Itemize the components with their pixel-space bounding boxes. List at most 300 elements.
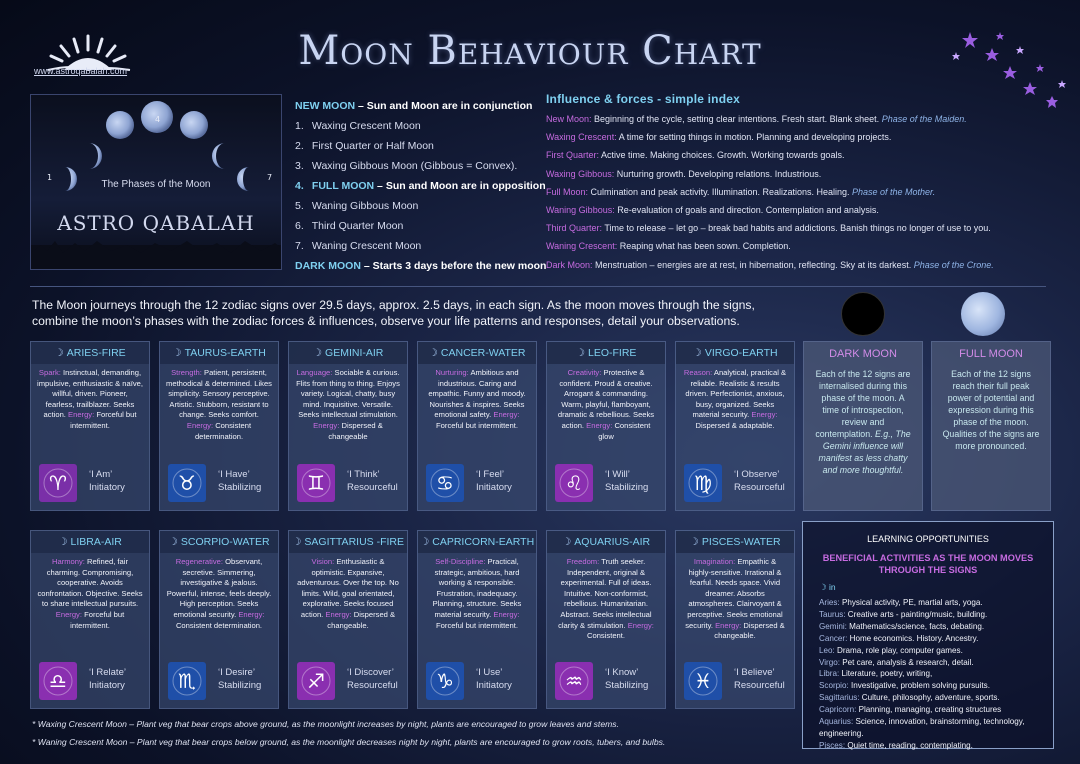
sign-motto-phrase: ‘I Am’ [89, 469, 113, 480]
sign-desc-text: Sociable & curious. Flits from thing to thing. Enjoys variety. Logical, chatty, busy mind. Inquisitive. Versatile. Seeks intellectual stimulation. [296, 368, 400, 420]
learning-activity: Creative arts - painting/music, building. [845, 609, 988, 619]
sign-name: CAPRICORN-EARTH [432, 536, 535, 548]
zodiac-symbol-icon [426, 662, 464, 700]
page-title: Moon Behaviour Chart [298, 28, 762, 74]
sign-desc-text: Patient, persistent, methodical & determined. Likes simplicity. Sensory perceptive. Artistic. Stubborn, resistant to change. Seeks comfort. [166, 368, 272, 420]
sign-energy-label: Energy: [313, 420, 340, 430]
influence-row [546, 165, 1046, 183]
sign-description [31, 553, 149, 631]
sign-footer [39, 464, 145, 502]
sign-description [676, 364, 794, 432]
sign-trait: Reason: [683, 368, 713, 377]
sign-energy-label: Energy: [238, 609, 265, 619]
learning-row [803, 716, 1053, 740]
sign-heading [31, 531, 149, 553]
sign-trait: Freedom: [566, 557, 600, 566]
new-moon-text: – Sun and Moon are in conjunction [355, 100, 533, 112]
sign-energy-label: Energy: [55, 609, 82, 619]
sign-name: CANCER-WATER [440, 347, 526, 359]
influence-row [546, 128, 1046, 146]
zodiac-symbol-icon [426, 464, 464, 502]
learning-sign: Libra: [819, 669, 840, 679]
phase-item [295, 236, 535, 256]
influence-phase-name: New Moon: [546, 114, 592, 124]
new-moon-row [295, 96, 535, 116]
moon-in-label: ☽ in [819, 582, 836, 592]
sign-card [546, 341, 666, 511]
sign-motto [734, 468, 785, 494]
sign-footer [426, 662, 532, 700]
sign-energy-text: Consistent determination. [175, 620, 263, 630]
phase-text: Waxing Gibbous Moon (Gibbous = Convex). [311, 160, 518, 172]
learning-activity: Mathematics/science, facts, debating. [846, 621, 985, 631]
phase-number-4: 4 [155, 115, 161, 124]
full-moon-icon [961, 292, 1005, 336]
phase-text: Third Quarter Moon [311, 220, 404, 232]
website-link[interactable]: www.astroqabalah.com [34, 66, 128, 76]
sign-modality: Initiatory [476, 680, 512, 691]
learning-sign: Capricorn: [819, 705, 857, 715]
svg-text:♌: ♌ [565, 471, 583, 495]
svg-text:♒: ♒ [565, 669, 583, 693]
sign-energy-text: Dispersed & adaptable. [695, 420, 775, 430]
phase-text: Waxing Crescent Moon [311, 120, 421, 132]
learning-activity: Drama, role play, computer games. [834, 645, 963, 655]
svg-text:♏: ♏ [178, 669, 196, 693]
sign-heading [160, 531, 278, 553]
sign-motto [734, 666, 785, 692]
dark-moon-panel [803, 341, 923, 511]
zodiac-symbol-icon [684, 464, 722, 502]
sign-trait: Harmony: [52, 557, 85, 566]
influence-phase-name: Waning Gibbous: [546, 204, 615, 215]
svg-text:♓: ♓ [694, 669, 712, 693]
influence-text: Re-evaluation of goals and direction. Contemplation and analysis. [614, 204, 879, 215]
svg-text:♈: ♈ [49, 471, 67, 495]
sign-footer [168, 662, 274, 700]
sign-description [418, 364, 536, 432]
phase-item [295, 216, 535, 236]
sign-heading [289, 531, 407, 553]
sign-motto [476, 468, 512, 494]
influence-phase-archetype: Phase of the Crone. [913, 259, 994, 270]
crescent-moon-icon: ☽ [54, 347, 64, 359]
sign-description [160, 364, 278, 442]
sign-trait: Nurturing: [435, 368, 469, 377]
phase-number-1: 1 [47, 173, 53, 182]
zodiac-glyph-icon [39, 662, 77, 700]
crescent-moon-icon: ☽ [692, 347, 702, 359]
sign-motto [605, 468, 648, 494]
learning-activity: Literature, poetry, writing, [839, 669, 933, 679]
full-moon-title: FULL MOON [959, 348, 1023, 360]
sign-modality: Stabilizing [218, 680, 262, 691]
zodiac-symbol-icon [168, 662, 206, 700]
zodiac-symbol-icon [555, 464, 593, 502]
zodiac-glyph-icon [297, 464, 335, 502]
influence-row [546, 146, 1046, 164]
influence-text: Culmination and peak activity. Illumination. Realizations. Healing. [588, 186, 852, 197]
sign-energy-text: Forceful but intermittent. [436, 620, 518, 630]
full-moon-panel [931, 341, 1051, 511]
sign-name: GEMINI-AIR [325, 347, 384, 359]
crescent-moon-icon: ☽ [419, 536, 430, 548]
sign-desc-text: Instinctual, demanding, impulsive, enthusiastic & naïve, willful, driven. Pioneer, fearless, trailblazer. Seeks action. [37, 368, 143, 420]
sign-desc-text: Practical, strategic, ambitious, hard working & responsible. Frustration, inadequacy. Planning, structure. Seeks material security. [432, 557, 522, 619]
sign-energy-label: Energy: [186, 420, 214, 430]
sign-heading [418, 531, 536, 553]
sign-description [418, 553, 536, 631]
sign-name: AQUARIUS-AIR [574, 536, 651, 548]
sign-energy-text: Consistent. [587, 631, 625, 641]
zodiac-glyph-icon [168, 464, 206, 502]
sign-desc-text: Analytical, practical & reliable. Realistic & results driven. Perfectionist, anxious, busy, organized. Seeks material security. [685, 368, 787, 420]
sign-modality: Stabilizing [605, 680, 649, 691]
crescent-moon-icon: ☽ [428, 347, 438, 359]
sign-heading [547, 531, 665, 553]
crescent-moon-icon: ☽ [312, 347, 323, 359]
sign-energy-text: Forceful but intermittent. [70, 410, 137, 430]
footnote-waning: * Waning Crescent Moon – Plant veg that bear crops below ground, as the moonlight decreases night by night, plants are encouraged to grow roots, tubers, and bulbs. [32, 737, 666, 747]
sign-motto [605, 666, 648, 692]
learning-row [803, 692, 1053, 704]
zodiac-glyph-icon [297, 662, 335, 700]
sign-energy-label: Energy: [715, 620, 742, 630]
svg-text:♉: ♉ [178, 471, 196, 495]
phase-item [295, 136, 535, 156]
influence-phase-name: Waxing Crescent: [546, 132, 617, 143]
sign-energy-label: Energy: [325, 609, 352, 619]
sign-energy-label: Energy: [68, 410, 95, 420]
zodiac-glyph-icon [684, 662, 722, 700]
influence-phase-name: Dark Moon: [546, 259, 593, 270]
learning-activity: Quiet time, reading, contemplating. [845, 740, 973, 750]
learning-row [803, 609, 1053, 621]
sign-footer [684, 662, 790, 700]
phase-number: 3. [295, 160, 304, 172]
sign-card [417, 530, 537, 709]
learning-row [803, 633, 1053, 645]
zodiac-glyph-icon [39, 464, 77, 502]
sign-heading [676, 342, 794, 364]
influence-phase-archetype: Phase of the Mother. [852, 186, 936, 197]
dark-moon-body-text: Each of the 12 signs are internalised during this phase of the moon. A time of introspection, review and contemplation. [815, 369, 911, 439]
sign-motto [218, 468, 261, 494]
zodiac-symbol-icon [684, 662, 722, 700]
zodiac-symbol-icon [555, 662, 593, 700]
phase-number: 5. [295, 200, 304, 212]
influence-title: Influence & forces - simple index [546, 92, 740, 106]
sign-motto [347, 468, 398, 494]
sign-motto-phrase: ‘I Discover’ [347, 667, 394, 678]
zodiac-glyph-icon [684, 464, 722, 502]
crescent-moon-icon: ☽ [172, 347, 182, 359]
dark-moon-row [295, 256, 547, 276]
moon-phases-image [30, 94, 282, 270]
influence-phase-name: Third Quarter: [546, 223, 603, 234]
sign-footer [297, 464, 403, 502]
influence-phase-name: Waxing Gibbous: [546, 168, 615, 179]
sign-modality: Resourceful [347, 482, 398, 493]
sign-modality: Initiatory [89, 482, 125, 493]
learning-sign: Cancer: [819, 633, 848, 643]
sign-motto-phrase: ‘I Feel’ [476, 469, 504, 480]
sign-motto [89, 468, 125, 494]
dark-moon-text: – Starts 3 days before the new moon [360, 260, 547, 272]
influence-row [546, 201, 1046, 219]
phase-text: Waning Crescent Moon [311, 240, 422, 252]
sign-name: SCORPIO-WATER [180, 536, 270, 548]
phase-text: Waning Gibbous Moon [311, 200, 419, 212]
sign-motto [89, 666, 126, 692]
learning-row [803, 668, 1053, 680]
learning-activity: Home economics. History. Ancestry. [847, 633, 979, 643]
sign-modality: Stabilizing [218, 482, 262, 493]
sign-card [417, 341, 537, 511]
sign-energy-label: Energy: [751, 410, 778, 420]
sign-footer [555, 662, 661, 700]
crescent-moon-icon: ☽ [689, 536, 699, 548]
sign-desc-text: Truth seeker. Independent, original & experimental. Full of ideas. Intuitive. Non-conformist, rebellious. Humanitarian. Abstract. Seeks intellectual clarity & stimulation. [558, 557, 652, 630]
sign-modality: Initiatory [89, 680, 125, 691]
zodiac-symbol-icon [297, 464, 335, 502]
sign-trait: Strength: [171, 368, 202, 377]
learning-row [803, 657, 1053, 669]
sign-modality: Initiatory [476, 482, 512, 493]
learning-subtitle: BENEFICIAL ACTIVITIES AS THE MOON MOVES THROUGH THE SIGNS [822, 553, 1034, 575]
sign-trait: Regenerative: [175, 557, 223, 566]
learning-sign: Aries: [819, 598, 840, 607]
sign-motto [218, 666, 261, 692]
influence-row [546, 110, 1046, 128]
sign-motto-phrase: ‘I Desire’ [218, 667, 255, 678]
sign-name: LEO-FIRE [587, 347, 637, 359]
sign-card [675, 341, 795, 511]
sign-description [289, 553, 407, 631]
learning-activity: Pet care, analysis & research, detail. [840, 657, 974, 667]
phase-item [295, 176, 546, 196]
phase-list [295, 96, 547, 276]
learning-sign: Gemini: [819, 621, 847, 631]
phase-item [295, 196, 535, 216]
dark-moon-label: DARK MOON [295, 260, 361, 272]
full-moon-text: – Sun and Moon are in opposition [374, 180, 546, 192]
influence-text: Time to release – let go – break bad habits and addictions. Banish things no longer of use to you. [602, 223, 991, 234]
sign-name: LIBRA-AIR [70, 536, 122, 548]
footnote-waxing: * Waxing Crescent Moon – Plant veg that bear crops above ground, as the moonlight increases by night, plants are encouraged to grow leaves and stems. [32, 719, 619, 729]
sign-motto [347, 666, 398, 692]
learning-activity: Planning, managing, creating structures [856, 705, 1002, 715]
learning-row [803, 680, 1053, 692]
learning-row [803, 704, 1053, 716]
zodiac-glyph-icon [555, 662, 593, 700]
sign-motto-phrase: ‘I Will’ [605, 469, 630, 480]
sign-energy-text: Dispersed & changeable [328, 420, 383, 441]
dark-moon-example: E.g., The Gemini influence will manifest as less chatty and more thoughtful. [818, 429, 911, 475]
zodiac-glyph-icon [168, 662, 206, 700]
svg-text:♋: ♋ [436, 471, 454, 495]
influence-text: Nurturing growth. Developing relations. Industrious. [614, 168, 822, 179]
zodiac-symbol-icon [39, 464, 77, 502]
phase-item [295, 116, 535, 136]
sign-card [546, 530, 666, 709]
brand-name: ASTRO QABALAH [57, 211, 255, 235]
sign-description [547, 364, 665, 442]
sign-heading [160, 342, 278, 364]
dark-moon-title: DARK MOON [829, 348, 897, 360]
sign-name: SAGITTARIUS -FIRE [304, 536, 404, 548]
learning-sign: Scorpio: [819, 681, 849, 691]
phase-text: First Quarter or Half Moon [311, 140, 434, 152]
crescent-moon-icon: ☽ [575, 347, 585, 359]
sign-description [289, 364, 407, 442]
sign-name: VIRGO-EARTH [704, 347, 778, 359]
influence-phase-name: Waning Crescent: [546, 241, 618, 252]
learning-row [803, 740, 1053, 752]
sign-footer [39, 662, 145, 700]
sign-modality: Stabilizing [605, 482, 649, 493]
sign-trait: Vision: [311, 557, 335, 566]
divider [30, 286, 1046, 287]
phase-number: 1. [295, 120, 304, 132]
sign-motto-phrase: ‘I Relate’ [89, 667, 126, 678]
sign-card [159, 341, 279, 511]
influence-text: Beginning of the cycle, setting clear intentions. Fresh start. Blank sheet. [591, 114, 882, 124]
learning-opportunities-panel [802, 521, 1054, 749]
sign-energy-label: Energy: [493, 609, 520, 619]
influence-text: Reaping what has been sown. Completion. [617, 241, 791, 252]
sign-trait: Creativity: [567, 368, 602, 377]
phase-number: 2. [295, 140, 304, 152]
sign-trait: Self-Discipline: [435, 557, 486, 566]
sign-energy-text: Dispersed & changeable. [327, 609, 396, 630]
sign-description [160, 553, 278, 631]
sign-description [547, 553, 665, 642]
zodiac-symbol-icon [297, 662, 335, 700]
learning-sign: Taurus: [819, 609, 846, 619]
sign-footer [297, 662, 403, 700]
sign-heading [676, 531, 794, 553]
sign-motto-phrase: ‘I Think’ [347, 469, 380, 480]
svg-text:♎: ♎ [49, 669, 67, 693]
sign-heading [547, 342, 665, 364]
zodiac-symbol-icon [39, 662, 77, 700]
sign-energy-label: Energy: [493, 410, 520, 420]
crescent-moon-icon: ☽ [561, 536, 572, 548]
sign-trait: Imagination: [693, 557, 736, 566]
influence-phase-name: First Quarter: [546, 150, 600, 161]
sign-card [288, 341, 408, 511]
sign-trait: Language: [296, 368, 333, 377]
sign-motto [476, 666, 512, 692]
svg-text:♍: ♍ [694, 471, 712, 495]
influence-row [546, 256, 1046, 274]
full-moon-label: FULL MOON [311, 180, 375, 192]
sign-card [288, 530, 408, 709]
sign-energy-text: Dispersed & changeable. [714, 620, 785, 641]
sign-name: TAURUS-EARTH [184, 347, 266, 359]
sign-desc-text: Protective & confident. Proud & creative. Arrogant & commanding. Warm, playful, flamboyant, dramatic & rebellious. Seeks action. [557, 368, 655, 430]
phase-number: 6. [295, 220, 304, 232]
influence-text: Menstruation – energies are at rest, in hibernation, reflecting. Sky at its darkest. [592, 259, 914, 270]
phase-number: 7. [295, 240, 304, 252]
sign-motto-phrase: ‘I Know’ [605, 667, 639, 678]
influence-index [546, 92, 1046, 274]
influence-row [546, 237, 1046, 255]
sign-card [675, 530, 795, 709]
learning-row [803, 597, 1053, 609]
influence-text: Active time. Making choices. Growth. Working towards goals. [599, 150, 845, 161]
sign-footer [168, 464, 274, 502]
phase-item [295, 156, 535, 176]
svg-text:♐: ♐ [307, 669, 325, 693]
phase-number: 4. [295, 180, 304, 192]
sign-desc-text: Ambitious and industrious. Caring and empathic. Funny and moody. Nourishes & inspires. Seeks emotional safety. [428, 368, 526, 420]
sign-energy-text: Consistent glow [598, 420, 651, 441]
zodiac-symbol-icon [168, 464, 206, 502]
sign-name: ARIES-FIRE [66, 347, 126, 359]
intro-text: The Moon journeys through the 12 zodiac signs over 29.5 days, approx. 2.5 days, in each sign. As the moon moves through the signs, combine the moon’s phases with the zodiac forces & influences, observe your life patterns and responses, detail your observations. [32, 298, 755, 328]
svg-text:♊: ♊ [307, 471, 325, 495]
sign-modality: Resourceful [734, 680, 785, 691]
zodiac-glyph-icon [555, 464, 593, 502]
influence-row [546, 219, 1046, 237]
learning-sign: Virgo: [819, 657, 840, 667]
dark-moon-body [804, 360, 922, 476]
phases-caption: The Phases of the Moon [101, 179, 211, 190]
influence-phase-archetype: Phase of the Maiden. [881, 114, 967, 124]
learning-activity: Physical activity, PE, martial arts, yoga. [839, 598, 983, 607]
sign-description [676, 553, 794, 642]
learning-activity: Science, innovation, brainstorming, technology, engineering. [819, 717, 1025, 738]
sign-trait: Spark: [38, 368, 61, 377]
sign-energy-text: Forceful but intermittent. [436, 420, 518, 430]
sign-footer [684, 464, 790, 502]
influence-row [546, 183, 1046, 201]
learning-sign: Aquarius: [819, 717, 854, 727]
learning-sign: Sagittarius: [819, 693, 860, 703]
sign-energy-label: Energy: [627, 620, 654, 630]
learning-title: LEARNING OPPORTUNITIES [867, 534, 989, 544]
sign-desc-text: Empathic & highly-sensitive. Irrational & fearful. Needs space. Vivid dreamer. Absorbs atmospheres. Clairvoyant & perceptive. Seeks emotional security. [685, 557, 783, 630]
learning-sign: Leo: [819, 645, 835, 655]
sign-heading [289, 342, 407, 364]
learning-activity: Culture, philosophy, adventure, sports. [859, 693, 1000, 703]
new-moon-label: NEW MOON [295, 100, 356, 112]
learning-sign: Pisces: [819, 740, 846, 750]
sign-modality: Resourceful [347, 680, 398, 691]
dark-moon-icon [841, 292, 885, 336]
svg-text:♑: ♑ [436, 669, 454, 693]
sign-energy-text: Consistent determination. [194, 420, 252, 441]
sign-motto-phrase: ‘I Have’ [218, 469, 250, 480]
crescent-moon-icon: ☽ [292, 536, 302, 548]
sign-footer [555, 464, 661, 502]
learning-row [803, 645, 1053, 657]
crescent-moon-icon: ☽ [168, 536, 178, 548]
sign-card [159, 530, 279, 709]
sign-desc-text: Observant, secretive. Simmering, investigative & jealous. Powerful, intense, feels deeply. High perception. Seeks emotional security. [166, 557, 272, 619]
zodiac-glyph-icon [426, 662, 464, 700]
sign-description [31, 364, 149, 432]
sign-motto-phrase: ‘I Observe’ [734, 469, 780, 480]
full-moon-body: Each of the 12 signs reach their full peak power of potential and expression during this phase of the moon. Qualities of the signs are more pronounced. [942, 369, 1040, 451]
sign-heading [418, 342, 536, 364]
phase-number-7: 7 [267, 173, 273, 182]
sign-energy-text: Forceful but intermittent. [70, 609, 125, 630]
sign-heading [31, 342, 149, 364]
sign-energy-label: Energy: [586, 420, 613, 430]
